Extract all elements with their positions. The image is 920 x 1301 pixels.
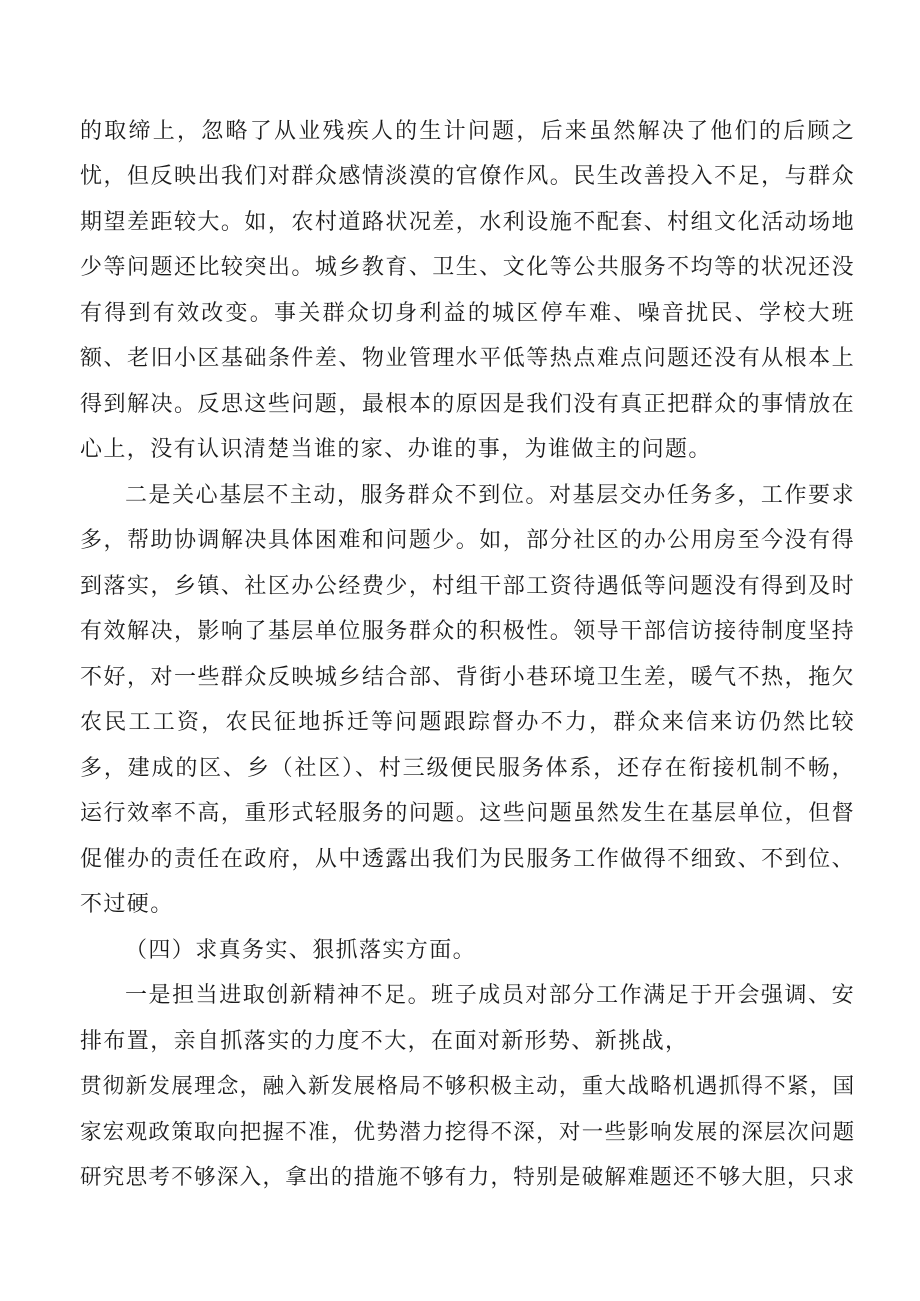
text-line: 研究思考不够深入，拿出的措施不够有力，特别是破解难题还不够大胆，只求	[80, 1165, 855, 1190]
text-line: 少等问题还比较突出。城乡教育、卫生、文化等公共服务不均等的状况还没	[80, 255, 855, 280]
text-line: 额、老旧小区基础条件差、物业管理水平低等热点难点问题还没有从根本上	[80, 346, 855, 371]
text-line: 农民工工资，农民征地拆迁等问题跟踪督办不力，群众来信来访仍然比较	[80, 710, 855, 735]
text-line: 忧，但反映出我们对群众感情淡漠的官僚作风。民生改善投入不足，与群众	[80, 164, 855, 189]
text-line: 多，建成的区、乡（社区）、村三级便民服务体系，还存在衔接机制不畅，	[80, 756, 855, 781]
text-line: 到落实，乡镇、社区办公经费少，村组干部工资待遇低等问题没有得到及时	[80, 574, 855, 599]
text-line: 心上，没有认识清楚当谁的家、办谁的事，为谁做主的问题。	[80, 437, 712, 462]
text-line: 贯彻新发展理念，融入新发展格局不够积极主动，重大战略机遇抓得不紧，国	[80, 1074, 855, 1099]
text-line: 不好，对一些群众反映城乡结合部、背街小巷环境卫生差，暖气不热，拖欠	[80, 665, 855, 690]
text-line: 不过硬。	[80, 892, 174, 917]
text-line: 得到解决。反思这些问题，最根本的原因是我们没有真正把群众的事情放在	[80, 392, 855, 417]
text-line: 的取缔上，忽略了从业残疾人的生计问题，后来虽然解决了他们的后顾之	[80, 119, 855, 144]
paragraph-first-line: 一是担当进取创新精神不足。班子成员对部分工作满足于开会强调、安	[125, 983, 855, 1008]
text-line: 期望差距较大。如，农村道路状况差，水利设施不配套、村组文化活动场地	[80, 210, 855, 235]
text-line: 有效解决，影响了基层单位服务群众的积极性。领导干部信访接待制度坚持	[80, 619, 855, 644]
text-line: 家宏观政策取向把握不准，优势潜力挖得不深，对一些影响发展的深层次问题	[80, 1120, 855, 1145]
text-line: 运行效率不高，重形式轻服务的问题。这些问题虽然发生在基层单位，但督	[80, 801, 855, 826]
text-line: 排布置，亲自抓落实的力度不大，在面对新形势、新挑战，	[80, 1029, 689, 1054]
text-line: 促催办的责任在政府，从中透露出我们为民服务工作做得不细致、不到位、	[80, 847, 855, 872]
section-heading: （四）求真务实、狠抓落实方面。	[125, 938, 477, 963]
paragraph-first-line: 二是关心基层不主动，服务群众不到位。对基层交办任务多，工作要求	[125, 483, 855, 508]
text-line: 有得到有效改变。事关群众切身利益的城区停车难、噪音扰民、学校大班	[80, 301, 855, 326]
text-line: 多，帮助协调解决具体困难和问题少。如，部分社区的办公用房至今没有得	[80, 528, 855, 553]
